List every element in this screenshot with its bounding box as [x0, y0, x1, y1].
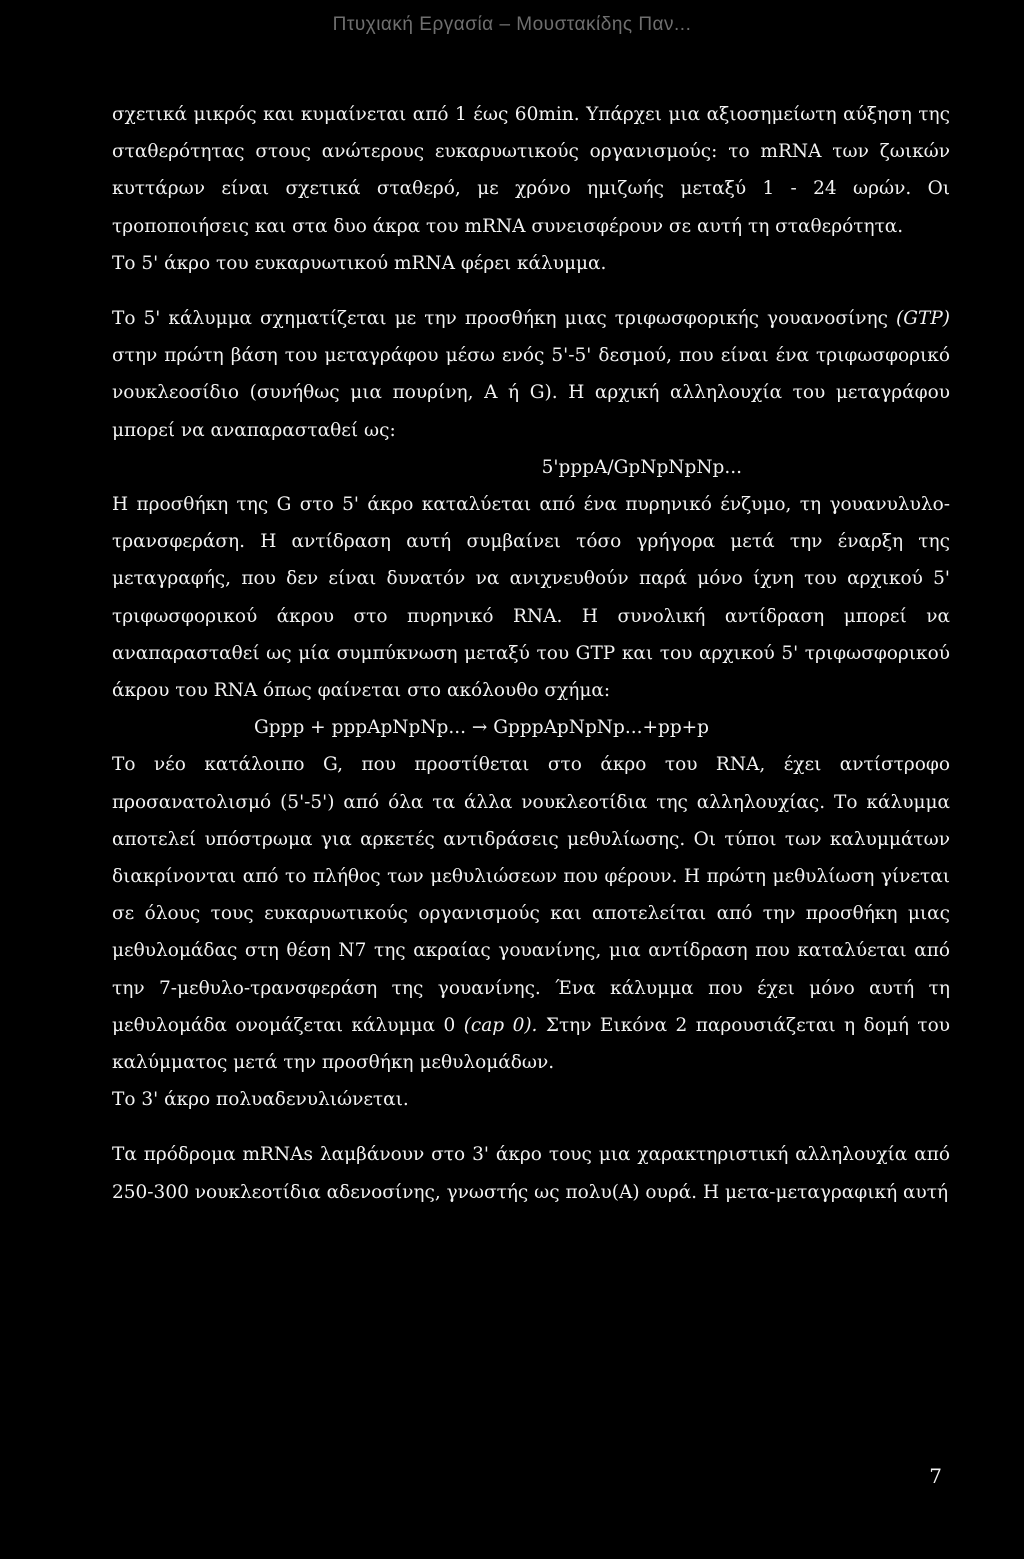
paragraph-cap-formation — [112, 300, 950, 449]
paragraph-methylation-text-a: Το νέο κατάλοιπο G, που προστίθεται στο άκρο του RNA, έχει αντίστροφο προσανατολισμό (5'-5') από όλα τα άλλα νουκλεοτίδια της αλληλουχίας. Το κάλυμμα αποτελεί υπόστρωμα για αρκετές αντιδράσεις μεθυλίωσης. Οι τύποι των καλυμμάτων διακρίνονται από το πλήθος των μεθυλιώσεων που φέρουν. Η πρώτη μεθυλίωση γίνεται σε όλους τους ευκαρυωτικούς οργανισμούς και αποτελείται από την προσθήκη μιας μεθυλομάδας στη θέση N7 της ακραίας γουανίνης, μια αντίδραση που καταλύεται από την 7-μεθυλο-τρανσφεράση της γουανίνης. Ένα κάλυμμα που έχει μόνο αυτή τη μεθυλομάδα ονομάζεται κάλυμμα 0 — [112, 754, 950, 1036]
paragraph-methylation-text-b: Στην Εικόνα 2 παρουσιάζεται η δομή του καλύμματος μετά την προσθήκη μεθυλομάδων. — [112, 1014, 950, 1074]
paragraph-methylation — [112, 746, 950, 1081]
heading-5-prime-cap: Το 5' άκρο του ευκαρυωτικού mRNA φέρει κάλυμμα. — [112, 252, 607, 274]
paragraph-polya: Τα πρόδρομα mRNAs λαμβάνουν στο 3' άκρο τους μια χαρακτηριστική αλληλουχία από 250-300 νουκλεοτίδια αδενοσίνης, γνωστής ως πολυ(Α) ουρά. Η μετα-μεταγραφική αυτή — [112, 1144, 950, 1203]
cap0-italic: (cap 0). — [463, 1014, 538, 1036]
running-header: Πτυχιακή Εργασία – Μουστακίδης Παν... — [332, 14, 692, 35]
paragraph-stability: σχετικά μικρός και κυμαίνεται από 1 έως 60min. Υπάρχει μια αξιοσημείωτη αύξηση της σταθερότητας στους ανώτερους ευκαρυωτικούς οργανισμούς: το mRNA των ζωικών κυττάρων είναι σχετικά σταθερό, με χρόνο ημιζωής μεταξύ 1 - 24 ωρών. Οι τροποποιήσεις και στα δυο άκρα του mRNA συνεισφέρουν σε αυτή τη σταθερότητα. — [112, 104, 950, 237]
formula-initial-sequence: 5'pppA/GpNpNpNp... — [541, 456, 742, 478]
paragraph-guanylyltransferase: Η προσθήκη της G στο 5' άκρο καταλύεται από ένα πυρηνικό ένζυμο, τη γουανυλυλο-τρανσφεράση. Η αντίδραση αυτή συμβαίνει τόσο γρήγορα μετά την έναρξη της μεταγραφής, που δεν είναι δυνατόν να ανιχνευθούν παρά μόνο ίχνη του αρχικού 5' τριφωσφορικού άκρου στο πυρηνικό RNA. Η συνολική αντίδραση μπορεί να αναπαρασταθεί ως μία συμπύκνωση μεταξύ του GTP και του αρχικού 5' τριφωσφορικού άκρου του RNA όπως φαίνεται στο ακόλουθο σχήμα: — [112, 494, 950, 702]
page-number: 7 — [929, 1464, 942, 1488]
paragraph-cap-formation-text-b: στην πρώτη βάση του μεταγράφου μέσω ενός 5'-5' δεσμού, που είναι ένα τριφωσφορικό νουκλεοσίδιο (συνήθως μια πουρίνη, Α ή G). Η αρχική αλληλουχία του μεταγράφου μπορεί να αναπαρασταθεί ως: — [112, 345, 950, 441]
formula-reaction: Gppp + pppApNpNp... → GpppApNpNp...+pp+p — [254, 717, 710, 739]
gtp-italic: (GTP) — [895, 308, 950, 330]
heading-3-prime-polyadenylation: Το 3' άκρο πολυαδενυλιώνεται. — [112, 1089, 409, 1111]
paragraph-cap-formation-text-a: Το 5' κάλυμμα σχηματίζεται με την προσθήκη μιας τριφωσφορικής γουανοσίνης — [112, 308, 896, 330]
document-body — [112, 96, 950, 1211]
